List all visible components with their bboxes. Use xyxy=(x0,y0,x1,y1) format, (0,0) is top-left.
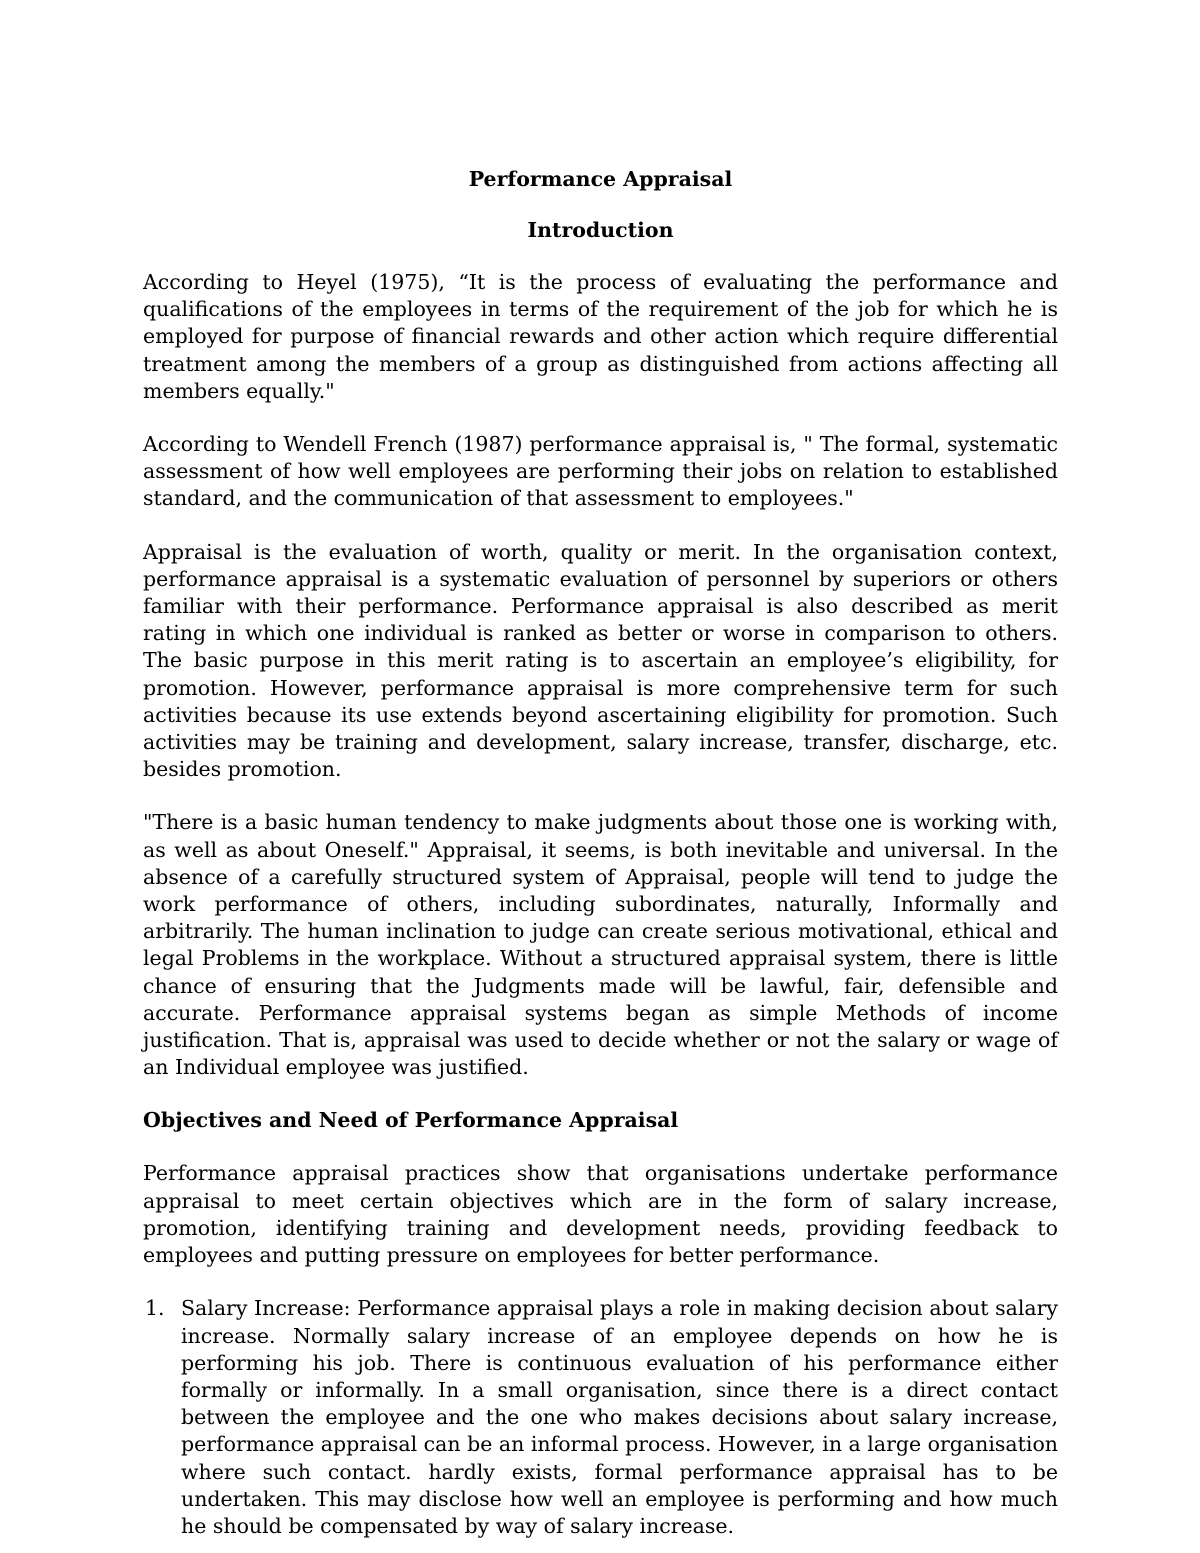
document-page xyxy=(143,166,1058,1540)
list-item-number: 1. xyxy=(145,1296,165,1321)
paragraph-objectives-intro: Performance appraisal practices show that organisations undertake performance appraisal to meet certain objectives which are in the form of salary increase, promotion, identifying training and development needs, providing feedback to employees and putting pressure on employees for better performance. xyxy=(143,1161,1058,1268)
section-heading-objectives: Objectives and Need of Performance Appraisal xyxy=(143,1108,679,1133)
paragraph-human-tendency: "There is a basic human tendency to make judgments about those one is working with, as well as about Oneself." Appraisal, it seems, is both inevitable and universal. In the absence of a carefully structured system of Appraisal, people will tend to judge the work performance of others, including subordinates, naturally, Informally and arbitrarily. The human inclination to judge can create serious motivational, ethical and legal Problems in the workplace. Without a structured appraisal system, there is little chance of ensuring that the Judgments made will be lawful, fair, defensible and accurate. Performance appraisal systems began as simple Methods of income justification. That is, appraisal was used to decide whether or not the salary or wage of an Individual employee was justified. xyxy=(143,810,1058,1080)
paragraph-french-definition: According to Wendell French (1987) performance appraisal is, " The formal, systematic assessment of how well employees are performing their jobs on relation to established standard, and the communication of that assessment to employees." xyxy=(143,432,1058,511)
section-title-introduction: Introduction xyxy=(527,218,674,242)
objectives-list xyxy=(143,1295,1058,1540)
document-title: Performance Appraisal xyxy=(468,167,733,191)
list-item xyxy=(143,1295,1058,1540)
paragraph-appraisal-evaluation: Appraisal is the evaluation of worth, quality or merit. In the organisation context, performance appraisal is a systematic evaluation of personnel by superiors or others familiar with their performance. Performance appraisal is also described as merit rating in which one individual is ranked as better or worse in comparison to others. The basic purpose in this merit rating is to ascertain an employee’s eligibility, for promotion. However, performance appraisal is more comprehensive term for such activities because its use extends beyond ascertaining eligibility for promotion. Such activities may be training and development, salary increase, transfer, discharge, etc. besides promotion. xyxy=(143,539,1058,782)
paragraph-heyel-definition: According to Heyel (1975), “It is the process of evaluating the performance and qualifications of the employees in terms of the requirement of the job for which he is employed for purpose of financial rewards and other action which require differential treatment among the members of a group as distinguished from actions affecting all members equally." xyxy=(143,270,1058,403)
list-item-text: Salary Increase: Performance appraisal plays a role in making decision about salary increase. Normally salary increase of an employee depends on how he is performing his job. There is continuous evaluation of his performance either formally or informally. In a small organisation, since there is a direct contact between the employee and the one who makes decisions about salary increase, performance appraisal can be an informal process. However, in a large organisation where such contact. hardly exists, formal performance appraisal has to be undertaken. This may disclose how well an employee is performing and how much he should be compensated by way of salary increase. xyxy=(181,1296,1058,1538)
